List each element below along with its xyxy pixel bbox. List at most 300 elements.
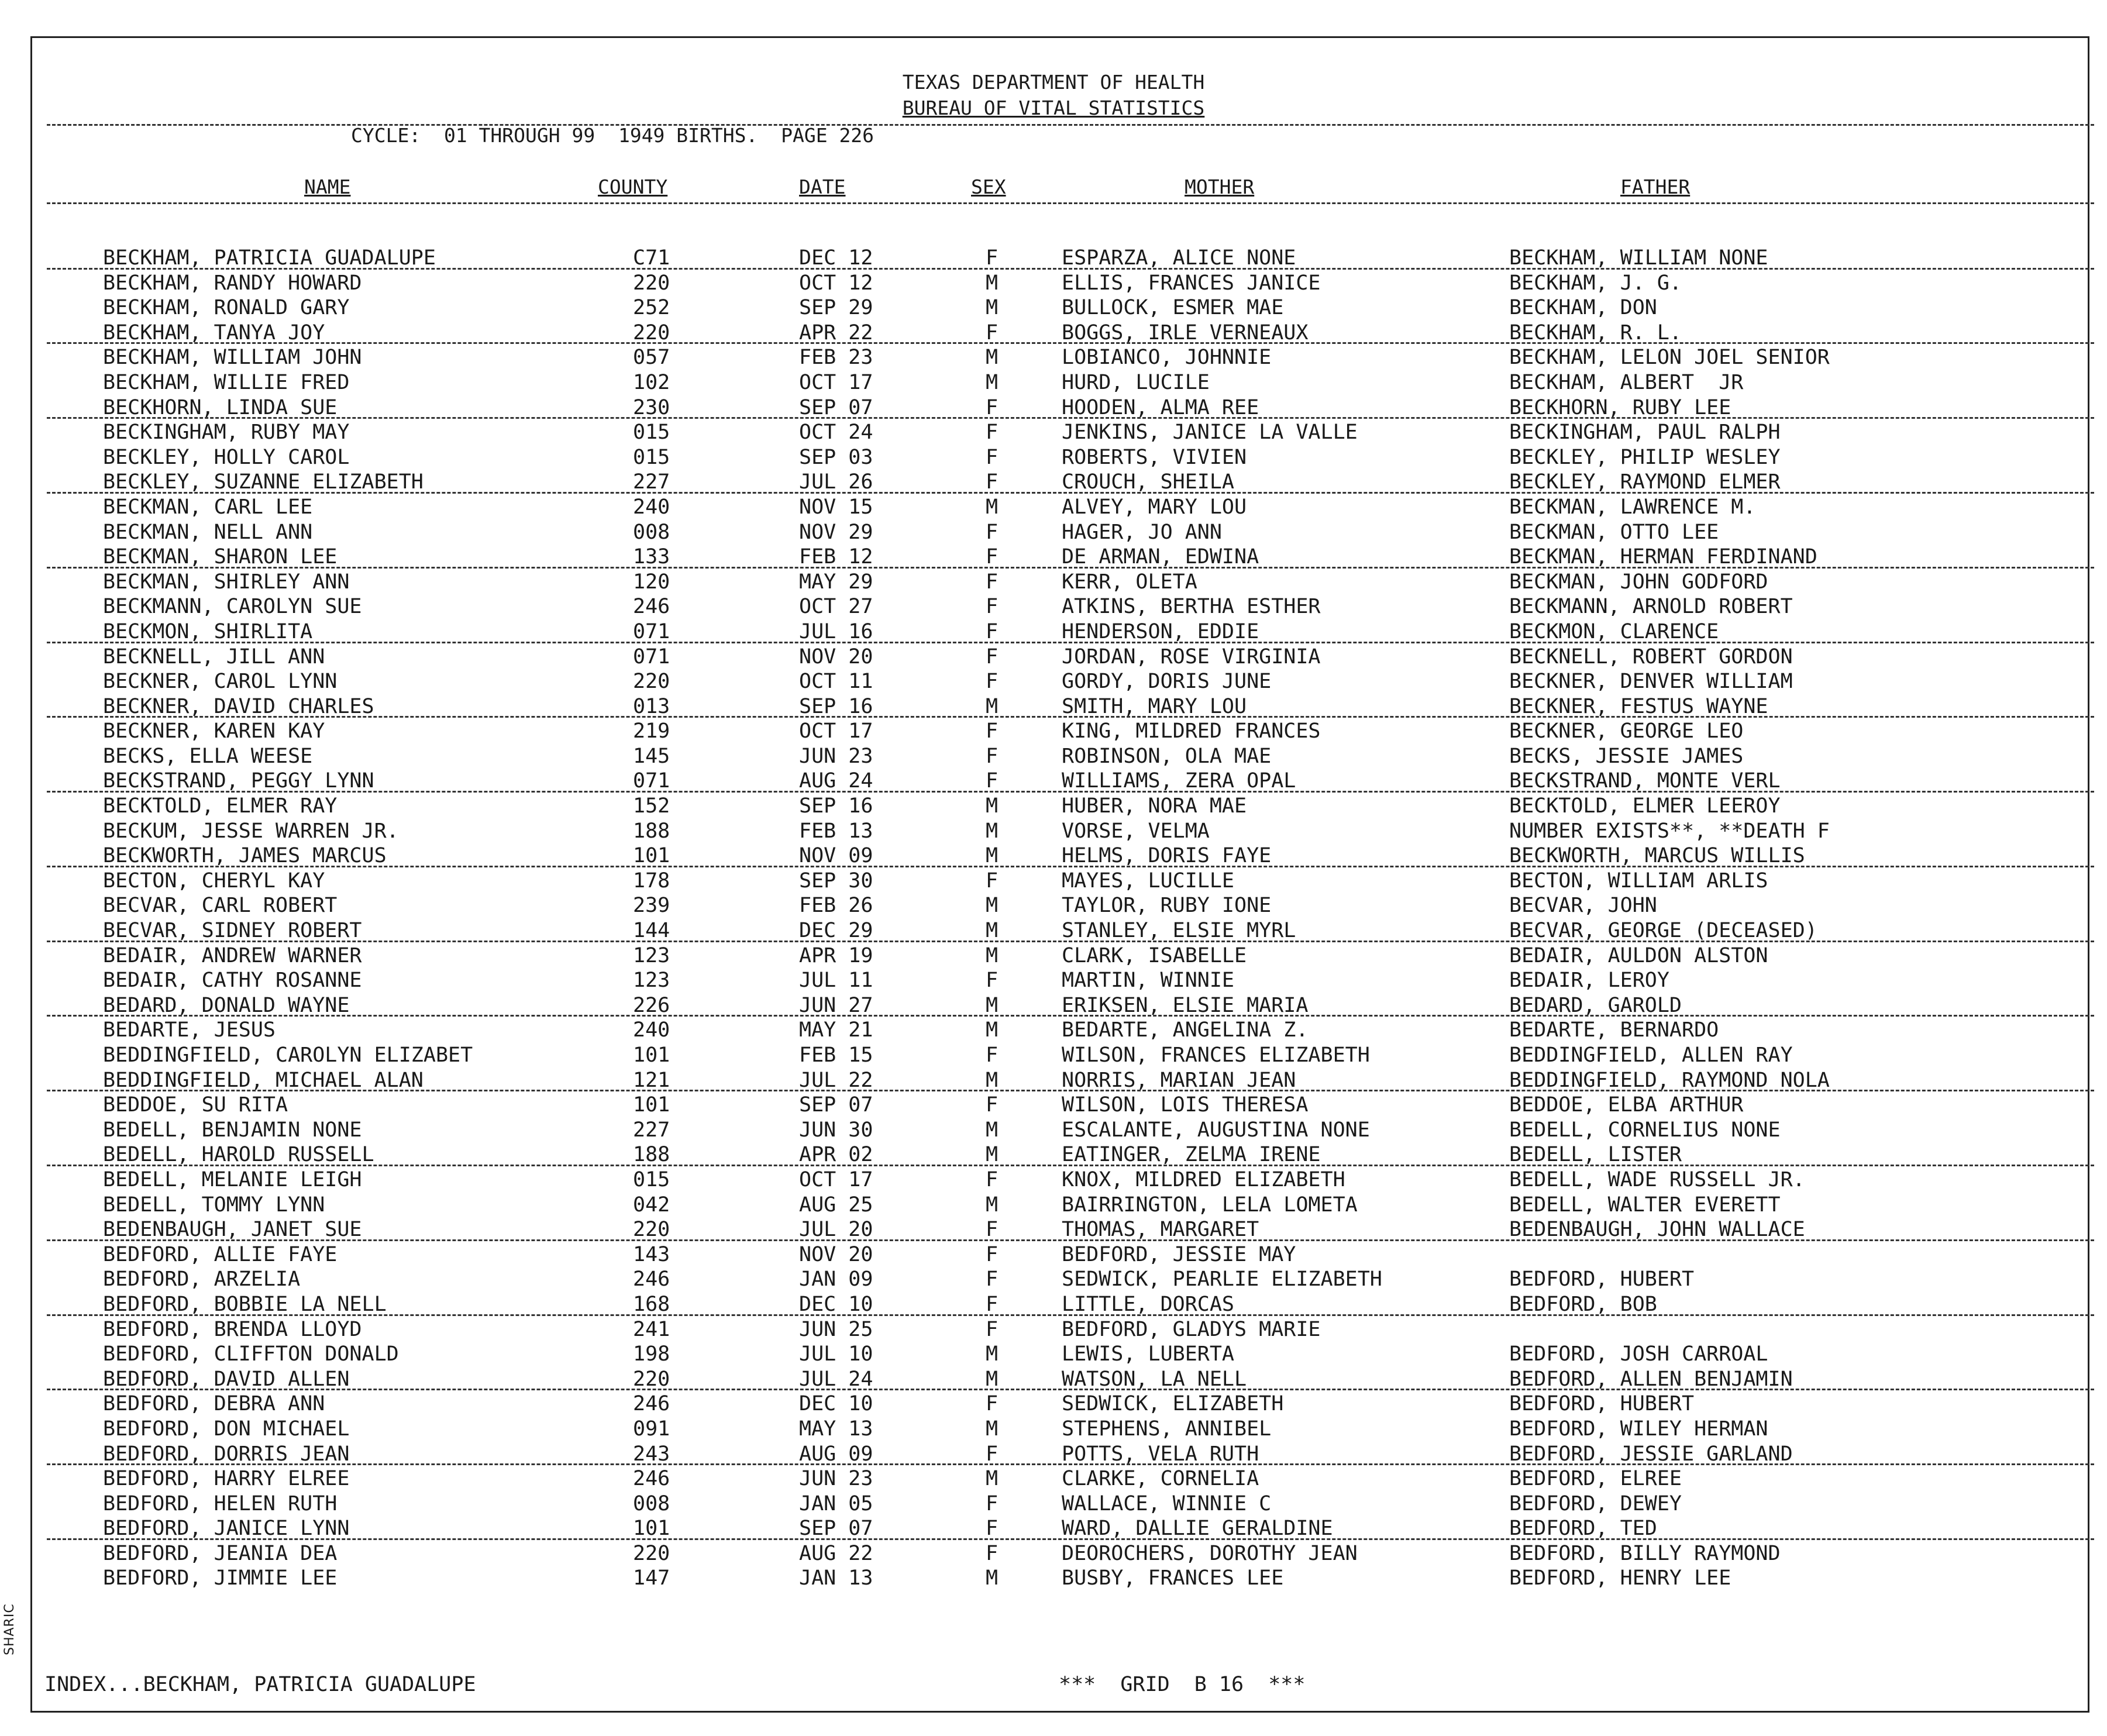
- cell-father: BEDFORD, HUBERT: [1509, 1392, 1695, 1416]
- table-row: [0, 1142, 2107, 1167]
- cell-sex: F: [986, 670, 999, 694]
- cell-county: 057: [633, 346, 670, 370]
- table-row: [0, 1541, 2107, 1566]
- cell-mother: ERIKSEN, ELSIE MARIA: [1062, 993, 1309, 1017]
- cell-date: NOV 20: [799, 1242, 873, 1266]
- table-row: [0, 594, 2107, 619]
- cell-name: BECKSTRAND, PEGGY LYNN: [103, 769, 374, 793]
- cell-mother: HOODEN, ALMA REE: [1062, 395, 1259, 419]
- cell-mother: BEDFORD, JESSIE MAY: [1062, 1242, 1296, 1266]
- cell-mother: BAIRRINGTON, LELA LOMETA: [1062, 1193, 1358, 1217]
- cell-father: BEDFORD, ELREE: [1509, 1467, 1682, 1491]
- cell-county: 220: [633, 1367, 670, 1391]
- table-row: [0, 1566, 2107, 1591]
- cell-name: BEDDINGFIELD, MICHAEL ALAN: [103, 1068, 424, 1092]
- cell-father: BECVAR, JOHN: [1509, 894, 1657, 918]
- cell-date: SEP 16: [799, 794, 873, 818]
- cell-date: JUL 26: [799, 470, 873, 494]
- cell-mother: VORSE, VELMA: [1062, 819, 1210, 843]
- cell-county: 243: [633, 1442, 670, 1466]
- cell-sex: F: [986, 1167, 999, 1191]
- cell-sex: M: [986, 1467, 999, 1491]
- table-row: [0, 345, 2107, 370]
- cell-mother: NORRIS, MARIAN JEAN: [1062, 1068, 1296, 1092]
- table-row: [0, 1118, 2107, 1143]
- cell-date: MAY 13: [799, 1417, 873, 1441]
- cell-date: JUN 23: [799, 744, 873, 768]
- cell-name: BEDFORD, ARZELIA: [103, 1267, 301, 1291]
- cell-father: BECKMAN, JOHN GODFORD: [1509, 570, 1768, 594]
- cell-father: BEDARD, GAROLD: [1509, 993, 1682, 1017]
- cell-county: 133: [633, 545, 670, 569]
- cell-name: BECKMAN, SHARON LEE: [103, 545, 338, 569]
- table-row: [0, 968, 2107, 993]
- cell-mother: JENKINS, JANICE LA VALLE: [1062, 421, 1358, 445]
- cell-sex: F: [986, 520, 999, 544]
- cell-county: 188: [633, 1143, 670, 1167]
- cell-name: BECKWORTH, JAMES MARCUS: [103, 844, 387, 868]
- cell-county: 220: [633, 1218, 670, 1242]
- cell-date: NOV 15: [799, 495, 873, 519]
- cell-county: 145: [633, 744, 670, 768]
- cycle-line: CYCLE: 01 THROUGH 99 1949 BIRTHS. PAGE 226: [351, 124, 875, 147]
- cell-mother: GORDY, DORIS JUNE: [1062, 670, 1272, 694]
- table-row: [0, 246, 2107, 271]
- cell-county: 008: [633, 1492, 670, 1515]
- cell-sex: M: [986, 495, 999, 519]
- cell-name: BEDFORD, DEBRA ANN: [103, 1392, 325, 1416]
- cell-date: JAN 13: [799, 1566, 873, 1590]
- cell-date: OCT 17: [799, 370, 873, 394]
- cell-sex: M: [986, 919, 999, 943]
- cell-father: BEDFORD, JOSH CARROAL: [1509, 1342, 1768, 1366]
- table-row: [0, 694, 2107, 719]
- cell-county: 226: [633, 993, 670, 1017]
- cell-date: SEP 03: [799, 445, 873, 469]
- cell-mother: HELMS, DORIS FAYE: [1062, 844, 1272, 868]
- cell-date: NOV 09: [799, 844, 873, 868]
- cell-county: 091: [633, 1417, 670, 1441]
- cell-date: DEC 10: [799, 1392, 873, 1416]
- cell-date: SEP 29: [799, 296, 873, 320]
- cell-county: 015: [633, 421, 670, 445]
- cell-name: BEDFORD, JIMMIE LEE: [103, 1566, 338, 1590]
- cell-name: BECKS, ELLA WEESE: [103, 744, 313, 768]
- cell-mother: LEWIS, LUBERTA: [1062, 1342, 1235, 1366]
- cell-name: BECKHAM, RONALD GARY: [103, 296, 350, 320]
- table-row: [0, 271, 2107, 296]
- cell-mother: WATSON, LA NELL: [1062, 1367, 1247, 1391]
- cell-sex: M: [986, 1342, 999, 1366]
- cell-date: NOV 20: [799, 645, 873, 669]
- cell-sex: F: [986, 1242, 999, 1266]
- cell-father: BECKTOLD, ELMER LEEROY: [1509, 794, 1781, 818]
- cell-date: SEP 07: [799, 1517, 873, 1541]
- cell-date: OCT 12: [799, 271, 873, 295]
- cell-father: BECTON, WILLIAM ARLIS: [1509, 869, 1768, 893]
- cell-county: 042: [633, 1193, 670, 1217]
- cell-father: BEDENBAUGH, JOHN WALLACE: [1509, 1218, 1805, 1242]
- cell-name: BEDARTE, JESUS: [103, 1018, 276, 1042]
- cell-name: BEDELL, MELANIE LEIGH: [103, 1167, 362, 1191]
- cell-mother: WALLACE, WINNIE C: [1062, 1492, 1272, 1515]
- table-row: [0, 1292, 2107, 1317]
- cell-mother: SMITH, MARY LOU: [1062, 694, 1247, 718]
- cell-date: AUG 24: [799, 769, 873, 793]
- cell-name: BEDELL, TOMMY LYNN: [103, 1193, 325, 1217]
- cell-date: FEB 15: [799, 1043, 873, 1067]
- table-row: [0, 1317, 2107, 1342]
- cell-sex: M: [986, 819, 999, 843]
- cell-mother: ATKINS, BERTHA ESTHER: [1062, 595, 1321, 619]
- cell-county: 015: [633, 445, 670, 469]
- cell-sex: F: [986, 445, 999, 469]
- cell-county: 220: [633, 271, 670, 295]
- cell-county: 240: [633, 1018, 670, 1042]
- cell-sex: F: [986, 246, 999, 270]
- table-row: [0, 420, 2107, 445]
- cell-sex: F: [986, 1043, 999, 1067]
- table-row: [0, 645, 2107, 670]
- cell-name: BECKMAN, SHIRLEY ANN: [103, 570, 350, 594]
- table-row: [0, 1342, 2107, 1367]
- cell-county: 227: [633, 1118, 670, 1142]
- cell-mother: ROBERTS, VIVIEN: [1062, 445, 1247, 469]
- cell-sex: M: [986, 346, 999, 370]
- cell-name: BECKHAM, TANYA JOY: [103, 321, 325, 345]
- cell-name: BECKLEY, HOLLY CAROL: [103, 445, 350, 469]
- cell-date: AUG 09: [799, 1442, 873, 1466]
- cell-father: NUMBER EXISTS**, **DEATH F: [1509, 819, 1830, 843]
- cell-name: BEDELL, BENJAMIN NONE: [103, 1118, 362, 1142]
- table-row: [0, 869, 2107, 894]
- cell-mother: KING, MILDRED FRANCES: [1062, 719, 1321, 743]
- cell-date: OCT 17: [799, 1167, 873, 1191]
- cell-mother: CLARKE, CORNELIA: [1062, 1467, 1259, 1491]
- cell-father: BECKNER, FESTUS WAYNE: [1509, 694, 1768, 718]
- cell-mother: SEDWICK, PEARLIE ELIZABETH: [1062, 1267, 1382, 1291]
- cell-sex: F: [986, 645, 999, 669]
- cell-father: BECKMAN, OTTO LEE: [1509, 520, 1719, 544]
- cell-county: 246: [633, 1392, 670, 1416]
- cell-father: BECKMANN, ARNOLD ROBERT: [1509, 595, 1793, 619]
- side-mark: SHARIC: [2, 1603, 17, 1655]
- cell-name: BEDAIR, ANDREW WARNER: [103, 943, 362, 967]
- cell-name: BECKMAN, NELL ANN: [103, 520, 313, 544]
- table-row: [0, 619, 2107, 645]
- cell-name: BECKINGHAM, RUBY MAY: [103, 421, 350, 445]
- cell-father: BEDFORD, TED: [1509, 1517, 1657, 1541]
- table-row: [0, 1442, 2107, 1467]
- cell-date: JUL 16: [799, 619, 873, 643]
- column-header-mother: MOTHER: [1185, 175, 1255, 198]
- cell-mother: WILSON, FRANCES ELIZABETH: [1062, 1043, 1370, 1067]
- table-row: [0, 1492, 2107, 1517]
- cell-father: BECKHAM, LELON JOEL SENIOR: [1509, 346, 1830, 370]
- cell-county: 013: [633, 694, 670, 718]
- cell-father: BECKWORTH, MARCUS WILLIS: [1509, 844, 1805, 868]
- cell-county: 101: [633, 1043, 670, 1067]
- table-row: [0, 1516, 2107, 1541]
- cell-county: 198: [633, 1342, 670, 1366]
- cell-mother: STANLEY, ELSIE MYRL: [1062, 919, 1296, 943]
- cell-county: 220: [633, 1541, 670, 1565]
- cell-father: BECKSTRAND, MONTE VERL: [1509, 769, 1781, 793]
- column-header-name: NAME: [304, 175, 351, 198]
- cell-date: JAN 09: [799, 1267, 873, 1291]
- cell-name: BEDARD, DONALD WAYNE: [103, 993, 350, 1017]
- cell-county: 227: [633, 470, 670, 494]
- cell-name: BECKMANN, CAROLYN SUE: [103, 595, 362, 619]
- cell-sex: F: [986, 619, 999, 643]
- cell-date: JUN 23: [799, 1467, 873, 1491]
- cell-date: APR 02: [799, 1143, 873, 1167]
- cell-date: SEP 07: [799, 1093, 873, 1117]
- cell-name: BECKNER, DAVID CHARLES: [103, 694, 374, 718]
- cell-sex: M: [986, 1367, 999, 1391]
- cell-name: BEDFORD, DON MICHAEL: [103, 1417, 350, 1441]
- cell-county: 188: [633, 819, 670, 843]
- table-row: [0, 993, 2107, 1018]
- table-row: [0, 295, 2107, 321]
- cell-mother: THOMAS, MARGARET: [1062, 1218, 1259, 1242]
- cell-name: BECKTOLD, ELMER RAY: [103, 794, 338, 818]
- cell-sex: F: [986, 969, 999, 993]
- cell-mother: BEDARTE, ANGELINA Z.: [1062, 1018, 1309, 1042]
- cell-county: 101: [633, 844, 670, 868]
- cell-name: BEDFORD, HARRY ELREE: [103, 1467, 350, 1491]
- column-header-date: DATE: [799, 175, 846, 198]
- cell-mother: KNOX, MILDRED ELIZABETH: [1062, 1167, 1345, 1191]
- cell-name: BECKNER, CAROL LYNN: [103, 670, 338, 694]
- cell-sex: F: [986, 1292, 999, 1316]
- cell-mother: HURD, LUCILE: [1062, 370, 1210, 394]
- header-subtitle: BUREAU OF VITAL STATISTICS: [902, 97, 1205, 119]
- table-row: [0, 445, 2107, 470]
- table-row: [0, 1391, 2107, 1417]
- cell-name: BECKHAM, PATRICIA GUADALUPE: [103, 246, 436, 270]
- table-row: [0, 669, 2107, 694]
- cell-mother: BUSBY, FRANCES LEE: [1062, 1566, 1284, 1590]
- table-row: [0, 570, 2107, 595]
- cell-county: 101: [633, 1093, 670, 1117]
- cell-father: BECKNER, GEORGE LEO: [1509, 719, 1744, 743]
- cell-county: 071: [633, 619, 670, 643]
- cell-mother: HENDERSON, EDDIE: [1062, 619, 1259, 643]
- cell-sex: F: [986, 395, 999, 419]
- cell-father: BEDELL, LISTER: [1509, 1143, 1682, 1167]
- table-row: [0, 893, 2107, 918]
- cell-sex: M: [986, 370, 999, 394]
- cell-name: BECKUM, JESSE WARREN JR.: [103, 819, 399, 843]
- cell-father: BECKMAN, HERMAN FERDINAND: [1509, 545, 1817, 569]
- table-row: [0, 495, 2107, 520]
- cell-sex: M: [986, 943, 999, 967]
- cell-county: 121: [633, 1068, 670, 1092]
- cell-name: BEDFORD, BOBBIE LA NELL: [103, 1292, 387, 1316]
- cell-mother: DEOROCHERS, DOROTHY JEAN: [1062, 1541, 1358, 1565]
- cell-mother: STEPHENS, ANNIBEL: [1062, 1417, 1272, 1441]
- cell-father: BEDFORD, JESSIE GARLAND: [1509, 1442, 1793, 1466]
- table-row: [0, 769, 2107, 794]
- cell-mother: CLARK, ISABELLE: [1062, 943, 1247, 967]
- cell-father: BECKNER, DENVER WILLIAM: [1509, 670, 1793, 694]
- cell-name: BEDELL, HAROLD RUSSELL: [103, 1143, 374, 1167]
- cell-county: 220: [633, 670, 670, 694]
- cell-sex: M: [986, 271, 999, 295]
- cell-date: JUN 30: [799, 1118, 873, 1142]
- cell-date: JUN 25: [799, 1317, 873, 1341]
- cell-father: BEDFORD, ALLEN BENJAMIN: [1509, 1367, 1793, 1391]
- cell-date: SEP 30: [799, 869, 873, 893]
- cell-father: BECVAR, GEORGE (DECEASED): [1509, 919, 1817, 943]
- cell-date: DEC 29: [799, 919, 873, 943]
- cell-date: JUL 24: [799, 1367, 873, 1391]
- cell-name: BEDENBAUGH, JANET SUE: [103, 1218, 362, 1242]
- cell-name: BEDFORD, JANICE LYNN: [103, 1517, 350, 1541]
- cell-name: BEDFORD, ALLIE FAYE: [103, 1242, 338, 1266]
- table-row: [0, 819, 2107, 844]
- cell-father: BEDFORD, BILLY RAYMOND: [1509, 1541, 1781, 1565]
- cell-name: BECKHORN, LINDA SUE: [103, 395, 338, 419]
- cell-sex: M: [986, 993, 999, 1017]
- cell-date: JUL 22: [799, 1068, 873, 1092]
- cell-county: 220: [633, 321, 670, 345]
- cell-sex: M: [986, 694, 999, 718]
- cell-mother: JORDAN, ROSE VIRGINIA: [1062, 645, 1321, 669]
- table-row: [0, 370, 2107, 395]
- table-row: [0, 943, 2107, 969]
- table-row: [0, 1242, 2107, 1267]
- cell-name: BEDAIR, CATHY ROSANNE: [103, 969, 362, 993]
- cell-father: BECKHAM, R. L.: [1509, 321, 1682, 345]
- cell-name: BEDFORD, DORRIS JEAN: [103, 1442, 350, 1466]
- cell-name: BECKMON, SHIRLITA: [103, 619, 313, 643]
- cell-father: BEDELL, CORNELIUS NONE: [1509, 1118, 1781, 1142]
- cell-name: BECKNER, KAREN KAY: [103, 719, 325, 743]
- cell-father: BECKHAM, DON: [1509, 296, 1657, 320]
- cell-sex: M: [986, 1193, 999, 1217]
- cell-sex: F: [986, 1317, 999, 1341]
- cell-sex: F: [986, 869, 999, 893]
- cell-father: BEDDOE, ELBA ARTHUR: [1509, 1093, 1744, 1117]
- table-row: [0, 1193, 2107, 1218]
- cell-name: BEDFORD, JEANIA DEA: [103, 1541, 338, 1565]
- cell-county: 123: [633, 943, 670, 967]
- cell-father: BECKHAM, ALBERT JR: [1509, 370, 1744, 394]
- cell-sex: M: [986, 894, 999, 918]
- cell-date: AUG 22: [799, 1541, 873, 1565]
- cell-mother: BEDFORD, GLADYS MARIE: [1062, 1317, 1321, 1341]
- cell-father: BEDFORD, WILEY HERMAN: [1509, 1417, 1768, 1441]
- cell-date: DEC 12: [799, 246, 873, 270]
- cell-county: 120: [633, 570, 670, 594]
- cell-county: 143: [633, 1242, 670, 1266]
- cell-sex: F: [986, 1093, 999, 1117]
- cell-name: BEDFORD, BRENDA LLOYD: [103, 1317, 362, 1341]
- cell-mother: EATINGER, ZELMA IRENE: [1062, 1143, 1321, 1167]
- cell-mother: KERR, OLETA: [1062, 570, 1197, 594]
- cell-county: 123: [633, 969, 670, 993]
- cell-name: BECVAR, SIDNEY ROBERT: [103, 919, 362, 943]
- table-row: [0, 545, 2107, 570]
- table-row: [0, 744, 2107, 769]
- cell-name: BEDFORD, CLIFFTON DONALD: [103, 1342, 399, 1366]
- cell-date: MAY 29: [799, 570, 873, 594]
- cell-father: BECKHAM, WILLIAM NONE: [1509, 246, 1768, 270]
- cell-sex: F: [986, 1541, 999, 1565]
- header-title: TEXAS DEPARTMENT OF HEALTH: [902, 71, 1205, 94]
- cell-sex: F: [986, 1392, 999, 1416]
- cell-county: 101: [633, 1517, 670, 1541]
- cell-sex: F: [986, 545, 999, 569]
- table-row: [0, 520, 2107, 545]
- cell-mother: BULLOCK, ESMER MAE: [1062, 296, 1284, 320]
- cell-sex: M: [986, 1143, 999, 1167]
- cell-sex: F: [986, 595, 999, 619]
- cell-county: 071: [633, 645, 670, 669]
- cell-date: FEB 13: [799, 819, 873, 843]
- cell-mother: HAGER, JO ANN: [1062, 520, 1222, 544]
- cell-mother: WARD, DALLIE GERALDINE: [1062, 1517, 1333, 1541]
- cell-mother: HUBER, NORA MAE: [1062, 794, 1247, 818]
- cell-name: BEDFORD, DAVID ALLEN: [103, 1367, 350, 1391]
- cell-name: BECKHAM, RANDY HOWARD: [103, 271, 362, 295]
- cell-mother: SEDWICK, ELIZABETH: [1062, 1392, 1284, 1416]
- cell-sex: F: [986, 1267, 999, 1291]
- table-row: [0, 1367, 2107, 1392]
- cell-sex: F: [986, 1492, 999, 1515]
- cell-mother: CROUCH, SHEILA: [1062, 470, 1235, 494]
- cell-father: BECKS, JESSIE JAMES: [1509, 744, 1744, 768]
- cell-father: BEDFORD, BOB: [1509, 1292, 1657, 1316]
- table-row: [0, 794, 2107, 819]
- column-header-divider: [47, 202, 2094, 204]
- cell-date: AUG 25: [799, 1193, 873, 1217]
- cell-father: BECKLEY, RAYMOND ELMER: [1509, 470, 1781, 494]
- column-header-sex: SEX: [971, 175, 1006, 198]
- cell-sex: F: [986, 470, 999, 494]
- cell-sex: M: [986, 794, 999, 818]
- cell-mother: WILSON, LOIS THERESA: [1062, 1093, 1309, 1117]
- table-row: [0, 1417, 2107, 1442]
- table-row: [0, 470, 2107, 495]
- cell-sex: M: [986, 296, 999, 320]
- cell-sex: M: [986, 1566, 999, 1590]
- cell-county: 015: [633, 1167, 670, 1191]
- cell-date: APR 19: [799, 943, 873, 967]
- cell-mother: LOBIANCO, JOHNNIE: [1062, 346, 1272, 370]
- cell-name: BECKHAM, WILLIE FRED: [103, 370, 350, 394]
- cell-name: BECTON, CHERYL KAY: [103, 869, 325, 893]
- table-row: [0, 1466, 2107, 1492]
- table-row: [0, 918, 2107, 943]
- table-row: [0, 1043, 2107, 1068]
- cell-county: 219: [633, 719, 670, 743]
- cell-sex: F: [986, 719, 999, 743]
- table-row: [0, 1267, 2107, 1292]
- cell-sex: F: [986, 421, 999, 445]
- footer-grid: *** GRID B 16 ***: [1059, 1673, 1306, 1696]
- cell-father: BECKMAN, LAWRENCE M.: [1509, 495, 1756, 519]
- cell-mother: ALVEY, MARY LOU: [1062, 495, 1247, 519]
- cell-father: BEDDINGFIELD, ALLEN RAY: [1509, 1043, 1793, 1067]
- cell-father: BEDELL, WALTER EVERETT: [1509, 1193, 1781, 1217]
- cell-mother: ESPARZA, ALICE NONE: [1062, 246, 1296, 270]
- cell-date: OCT 11: [799, 670, 873, 694]
- cell-county: 147: [633, 1566, 670, 1590]
- cell-sex: M: [986, 1018, 999, 1042]
